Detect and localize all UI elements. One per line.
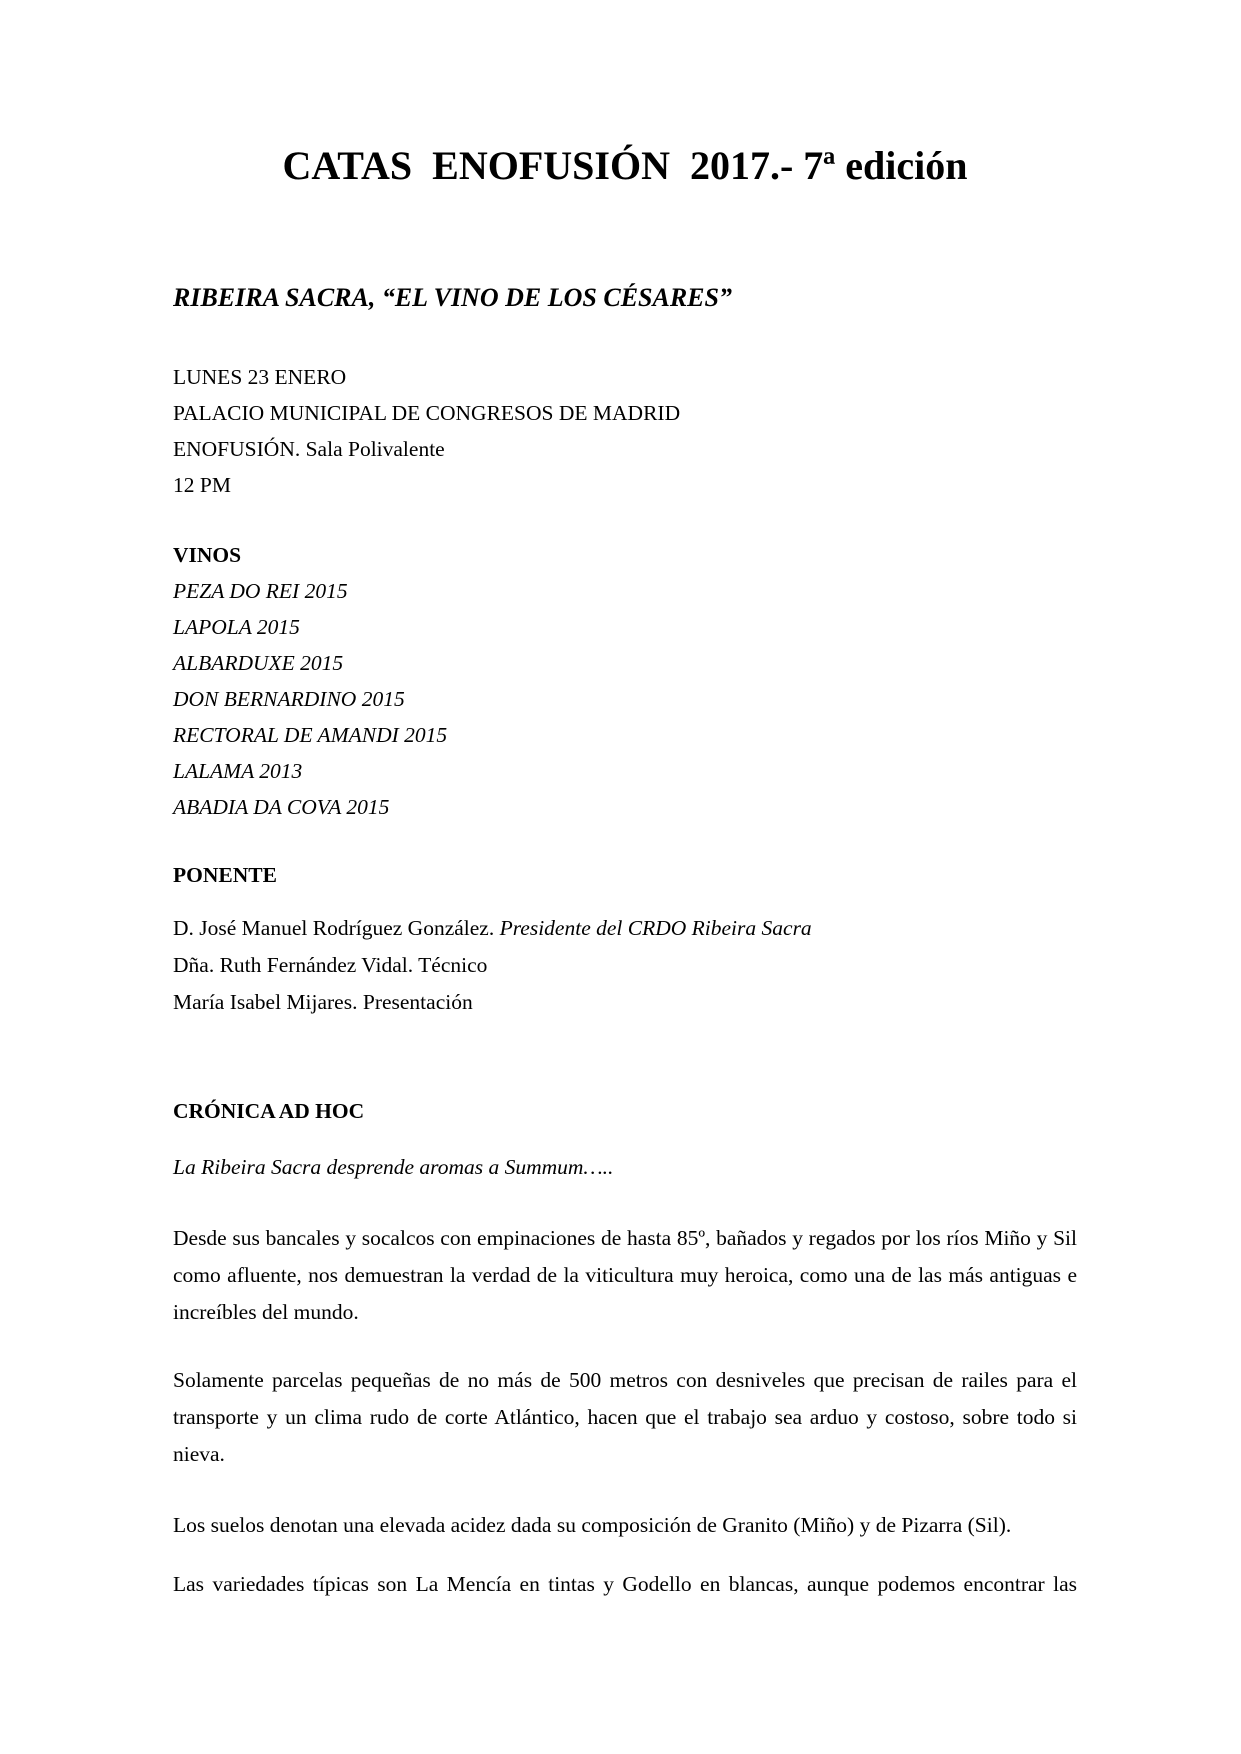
wine-item: RECTORAL DE AMANDI 2015 [173, 723, 448, 747]
event-time: 12 PM [173, 473, 231, 497]
speakers-section [173, 910, 1077, 1021]
speaker-name: D. José Manuel Rodríguez González. [173, 916, 495, 940]
paragraph: Los suelos denotan una elevada acidez dada su composición de Granito (Miño) y de Pizarra (Sil). [173, 1513, 1012, 1537]
event-venue: PALACIO MUNICIPAL DE CONGRESOS DE MADRID [173, 401, 681, 425]
speaker-name: María Isabel Mijares. [173, 990, 358, 1014]
wines-section [173, 537, 1077, 825]
wine-item: DON BERNARDINO 2015 [173, 687, 405, 711]
wine-item: PEZA DO REI 2015 [173, 579, 348, 603]
speaker-role: Técnico [418, 953, 488, 977]
wine-item: LALAMA 2013 [173, 759, 303, 783]
paragraph: Solamente parcelas pequeñas de no más de 500 metros con desniveles que precisan de railes para el transporte y un clima rudo de corte Atlántico, hacen que el trabajo sea arduo y costoso, sobre todo si nieva. [173, 1368, 1077, 1466]
chronicle-lead: La Ribeira Sacra desprende aromas a Summum….. [173, 1155, 614, 1179]
speaker-line [173, 947, 1077, 984]
event-room: ENOFUSIÓN. Sala Polivalente [173, 437, 445, 461]
speaker-line [173, 984, 1077, 1021]
speaker-name: Dña. Ruth Fernández Vidal. [173, 953, 414, 977]
paragraph: Las variedades típicas son La Mencía en tintas y Godello en blancas, aunque podemos encontrar las [173, 1571, 1077, 1596]
document-subtitle: RIBEIRA SACRA, “EL VINO DE LOS CÉSARES” [173, 283, 732, 312]
wines-heading: VINOS [173, 543, 242, 567]
speakers-heading: PONENTE [173, 863, 277, 887]
chronicle-heading: CRÓNICA AD HOC [173, 1099, 365, 1123]
event-date: LUNES 23 ENERO [173, 365, 347, 389]
wine-item: ABADIA DA COVA 2015 [173, 795, 390, 819]
speaker-line [173, 910, 1077, 947]
speaker-role: Presidente del CRDO Ribeira Sacra [499, 916, 812, 940]
speaker-role: Presentación [362, 990, 473, 1014]
wine-item: LAPOLA 2015 [173, 615, 300, 639]
event-details [173, 359, 1077, 503]
wine-item: ALBARDUXE 2015 [173, 651, 344, 675]
paragraph: Desde sus bancales y socalcos con empinaciones de hasta 85º, bañados y regados por los ríos Miño y Sil como afluente, nos demuestran la verdad de la viticultura muy heroica, como una de las más antiguas e increíbles del mundo. [173, 1226, 1077, 1324]
document-title: CATAS ENOFUSIÓN 2017.- 7ª edición [282, 143, 968, 188]
